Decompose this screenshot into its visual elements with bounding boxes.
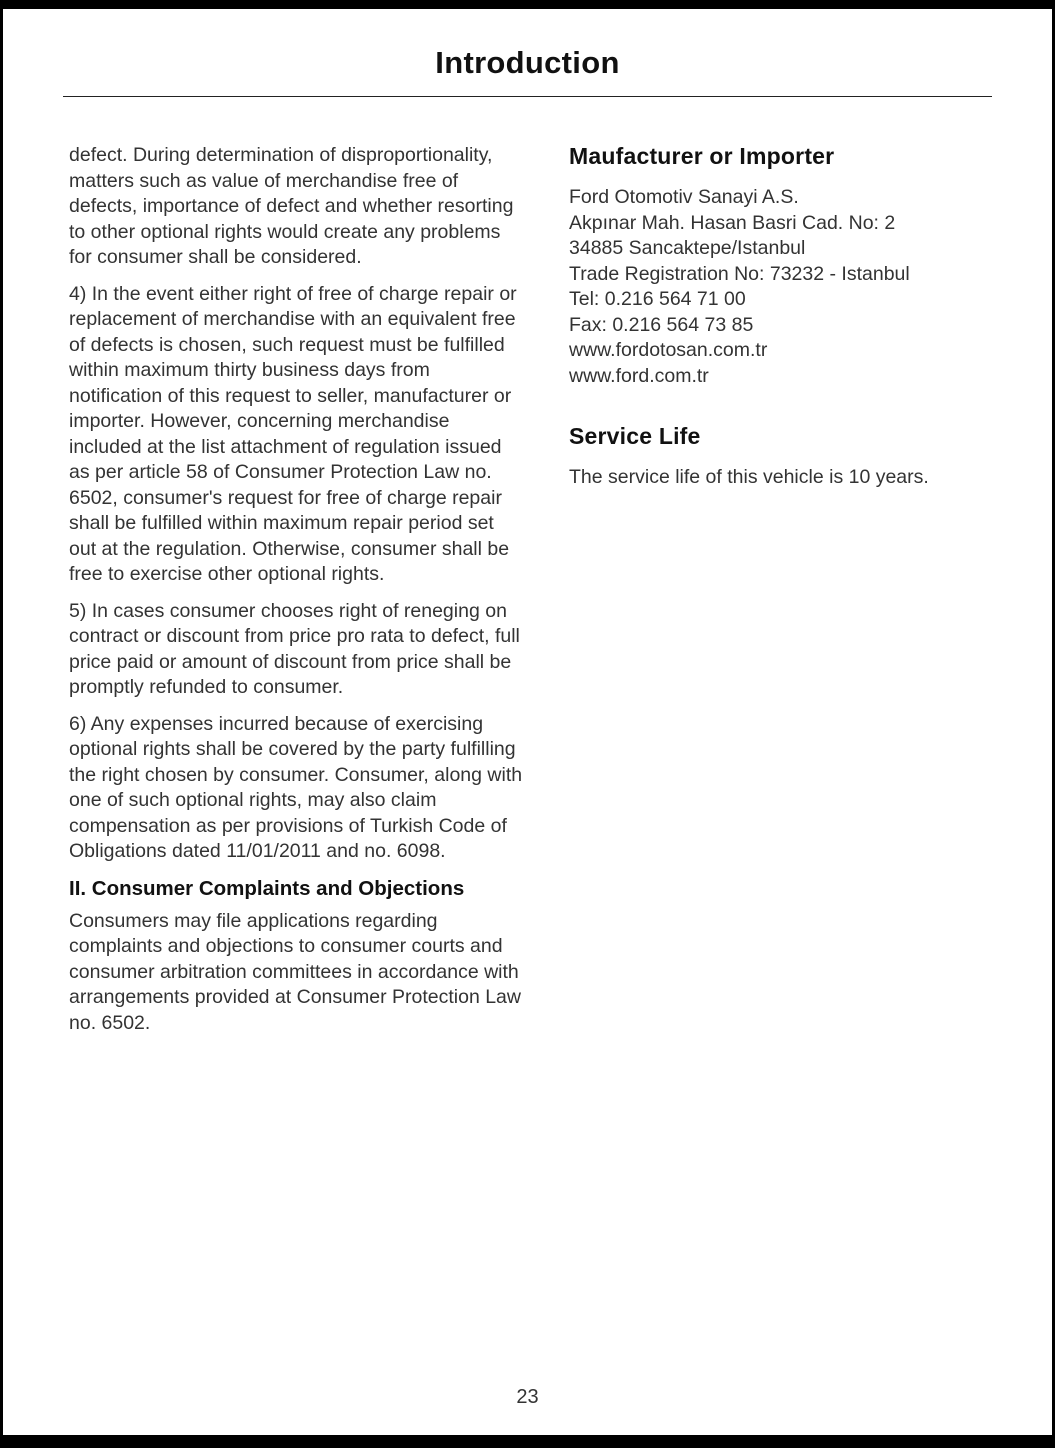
section-spacer [569, 389, 1006, 423]
section-service-life [569, 423, 1006, 491]
subheading-consumer-complaints: II. Consumer Complaints and Objections [69, 876, 465, 900]
section-heading-service-life: Service Life [569, 423, 701, 449]
page-header [3, 45, 1052, 97]
manufacturer-fax: Fax: 0.216 564 73 85 [569, 313, 754, 336]
paragraph-item-4: 4) In the event either right of free of charge repair or replacement of merchandise with an equivalent free of defects is chosen, such request must be fulfilled within maximum thirty business days from notification of this request to seller, manufacturer or importer. However, concerning merchandise included at the list attachment of regulation issued as per article 58 of Consumer Protection Law no. 6502, consumer's request for free of charge repair shall be fulfilled within maximum repair period set out at the regulation. Otherwise, consumer shall be free to exercise other optional rights. [69, 282, 517, 585]
paragraph-item-5: 5) In cases consumer chooses right of reneging on contract or discount from price pro rata to defect, full price paid or amount of discount from price shall be promptly refunded to consumer. [69, 599, 520, 698]
manufacturer-street: Akpınar Mah. Hasan Basri Cad. No: 2 [569, 211, 896, 234]
manufacturer-tel: Tel: 0.216 564 71 00 [569, 288, 746, 310]
manufacturer-trade-registration: Trade Registration No: 73232 - Istanbul [569, 262, 910, 285]
manufacturer-city: 34885 Sancaktepe/Istanbul [569, 237, 806, 259]
paragraph-consumer-complaints: Consumers may file applications regarding complaints and objections to consumer courts and consumer arbitration committees in accordance with arrangements provided at Consumer Protection Law no. 6502. [69, 909, 521, 1034]
page-number: 23 [516, 1386, 539, 1408]
paragraph-defect-determination: defect. During determination of disproportionality, matters such as value of merchandise free of defects, importance of defect and whether resorting to other optional rights would create any problems for consumer shall be considered. [69, 144, 514, 268]
page-title: Introduction [435, 45, 620, 80]
manufacturer-website-ford: www.ford.com.tr [569, 364, 709, 387]
section-manufacturer-importer [569, 143, 1006, 389]
manufacturer-name: Ford Otomotiv Sanayi A.S. [569, 186, 799, 208]
section-heading-manufacturer: Maufacturer or Importer [569, 143, 835, 169]
content-columns [3, 97, 1052, 1047]
left-column [69, 143, 523, 1047]
service-life-text: The service life of this vehicle is 10 years. [569, 466, 929, 488]
manufacturer-website-fordotosan: www.fordotosan.com.tr [569, 339, 768, 361]
paragraph-item-6: 6) Any expenses incurred because of exercising optional rights shall be covered by the party fulfilling the right chosen by consumer. Consumer, along with one of such optional rights, may also claim compensation as per provisions of Turkish Code of Obligations dated 11/01/2011 and no. 6098. [69, 712, 523, 862]
right-column [569, 143, 1006, 1047]
